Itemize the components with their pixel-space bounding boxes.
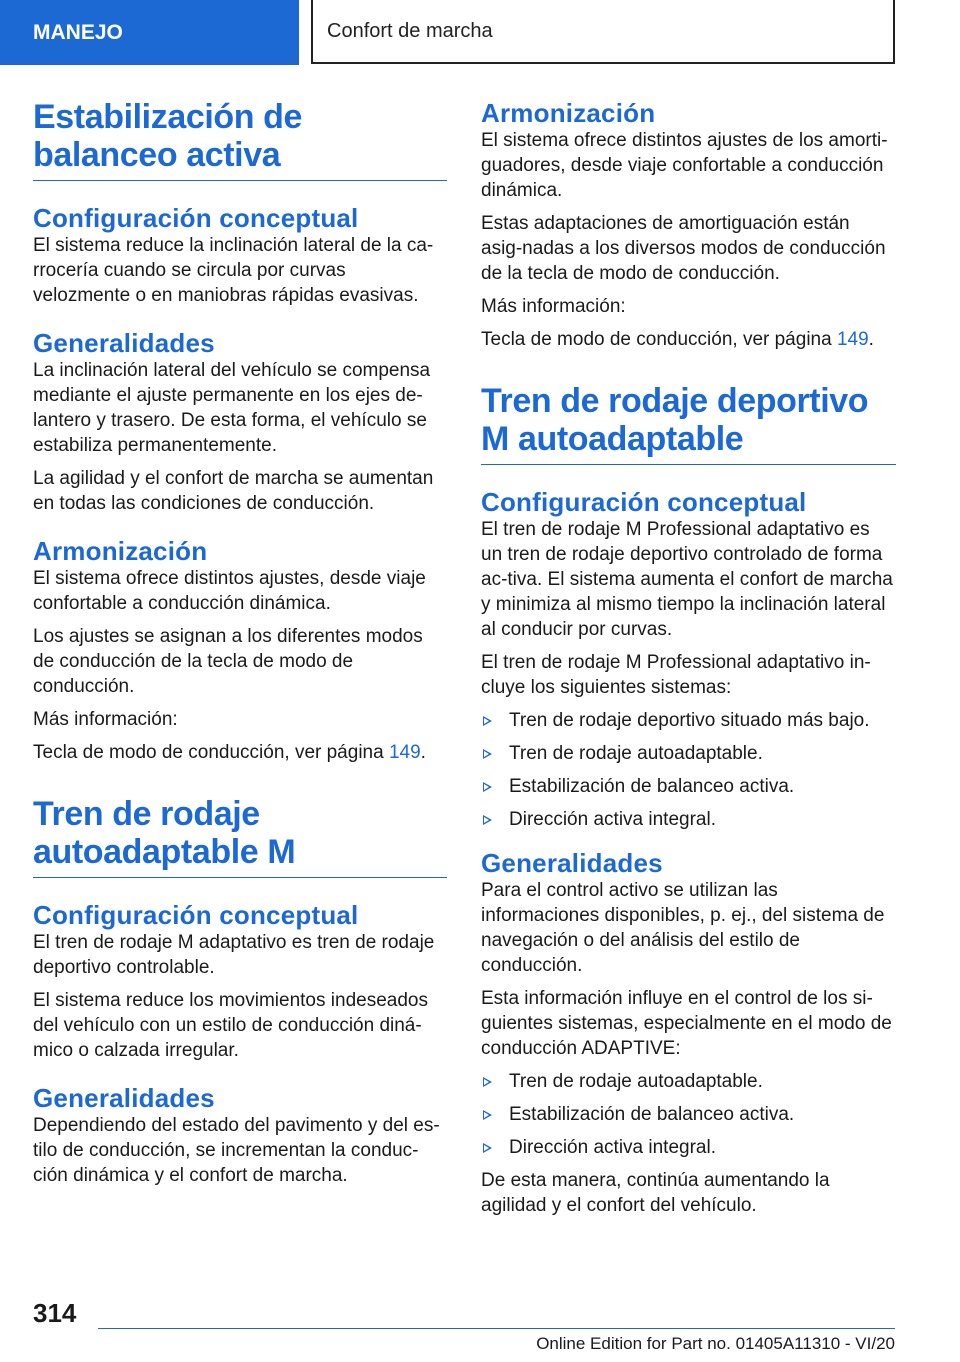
reference-text: Tecla de modo de conducción, ver página [481, 329, 837, 350]
right-column [481, 98, 896, 1218]
list-item [481, 1102, 896, 1127]
list-item-text: Dirección activa integral. [509, 809, 716, 830]
paragraph: La inclinación lateral del vehículo se compensa mediante el ajuste permanente en los ejes de-lantero y trasero. De esta forma, el vehículo se estabiliza permanentemente. [33, 360, 431, 456]
paragraph: El sistema ofrece distintos ajustes de los amorti-guadores, desde viaje confortable a conducción dinámica. [481, 130, 888, 201]
paragraph: Más información: [33, 709, 178, 730]
heading-general: Generalidades [33, 328, 215, 358]
heading-harmonization: Armonización [481, 98, 656, 128]
paragraph: El sistema reduce los movimientos indeseados del vehículo con un estilo de conducción diná-mico o calzada irregular. [33, 990, 428, 1061]
left-column [33, 98, 447, 1188]
triangle-bullet-icon [483, 749, 492, 759]
paragraph: El sistema ofrece distintos ajustes, desde viaje confortable a conducción dinámica. [33, 568, 426, 614]
reference-text: Tecla de modo de conducción, ver página [33, 742, 389, 763]
paragraph: El tren de rodaje M Professional adaptativo in-cluye los siguientes sistemas: [481, 652, 871, 698]
chapter-label: Confort de marcha [327, 19, 493, 42]
page-link[interactable]: 149 [836, 329, 869, 350]
list-item-text: Tren de rodaje deportivo situado más bajo. [509, 710, 870, 731]
heading-active-roll-stabilization: Estabilización de balanceo activa [33, 98, 447, 181]
heading-sport-suspension-m: Tren de rodaje deportivo M autoadaptable [481, 382, 896, 465]
triangle-bullet-icon [483, 782, 492, 792]
chapter-tab [311, 0, 895, 64]
reference-end: . [420, 742, 426, 763]
list-item [481, 708, 896, 733]
paragraph: Estas adaptaciones de amortiguación están asig-nadas a los diversos modos de conducción de la tecla de modo de conducción. [481, 213, 886, 284]
triangle-bullet-icon [483, 815, 492, 825]
heading-concept: Configuración conceptual [33, 900, 359, 930]
heading-general: Generalidades [481, 848, 663, 878]
paragraph: Más información: [481, 296, 626, 317]
systems-list [481, 708, 896, 832]
reference-end: . [868, 329, 874, 350]
heading-concept: Configuración conceptual [33, 203, 359, 233]
triangle-bullet-icon [483, 1077, 492, 1087]
list-item [481, 774, 896, 799]
list-item-text: Estabilización de balanceo activa. [509, 776, 795, 797]
list-item [481, 1069, 896, 1094]
paragraph-reference [481, 327, 896, 352]
paragraph: Para el control activo se utilizan las informaciones disponibles, p. ej., del sistema de navegación o del análisis del estilo de conducción. [481, 880, 885, 976]
list-item [481, 1135, 896, 1160]
footer-divider [98, 1328, 895, 1329]
list-item-text: Estabilización de balanceo activa. [509, 1104, 795, 1125]
list-item-text: Tren de rodaje autoadaptable. [509, 1071, 763, 1092]
triangle-bullet-icon [483, 716, 492, 726]
paragraph: El tren de rodaje M adaptativo es tren de rodaje deportivo controlable. [33, 932, 435, 978]
section-tab [0, 0, 299, 65]
section-label: MANEJO [33, 20, 123, 44]
heading-harmonization: Armonización [33, 536, 208, 566]
triangle-bullet-icon [483, 1143, 492, 1153]
paragraph: De esta manera, continúa aumentando la agilidad y el confort del vehículo. [481, 1170, 830, 1216]
edition-footer: Online Edition for Part no. 01405A11310 - VI/20 [536, 1334, 895, 1353]
list-item [481, 807, 896, 832]
paragraph: Esta información influye en el control de los si-guientes sistemas, especialmente en el modo de conducción ADAPTIVE: [481, 988, 892, 1059]
list-item [481, 741, 896, 766]
page-number: 314 [33, 1298, 77, 1328]
heading-general: Generalidades [33, 1083, 215, 1113]
triangle-bullet-icon [483, 1110, 492, 1120]
heading-adaptive-suspension-m: Tren de rodaje autoadaptable M [33, 795, 447, 878]
paragraph: La agilidad y el confort de marcha se aumentan en todas las condiciones de conducción. [33, 468, 434, 514]
paragraph: El tren de rodaje M Professional adaptativo es un tren de rodaje deportivo controlado de forma ac-tiva. El sistema aumenta el confort de marcha y minimiza al mismo tiempo la inclinación lateral al conducir por curvas. [481, 519, 893, 640]
list-item-text: Dirección activa integral. [509, 1137, 716, 1158]
paragraph-reference [33, 740, 447, 765]
paragraph: El sistema reduce la inclinación lateral de la ca-rrocería cuando se circula por curvas velozmente o en maniobras rápidas evasivas. [33, 235, 434, 306]
page-link[interactable]: 149 [388, 742, 421, 763]
paragraph: Dependiendo del estado del pavimento y del es-tilo de conducción, se incrementan la conduc-ción dinámica y el confort de marcha. [33, 1115, 440, 1186]
paragraph: Los ajustes se asignan a los diferentes modos de conducción de la tecla de modo de conducción. [33, 626, 423, 697]
heading-concept: Configuración conceptual [481, 487, 807, 517]
list-item-text: Tren de rodaje autoadaptable. [509, 743, 763, 764]
systems-list-adaptive [481, 1069, 896, 1160]
